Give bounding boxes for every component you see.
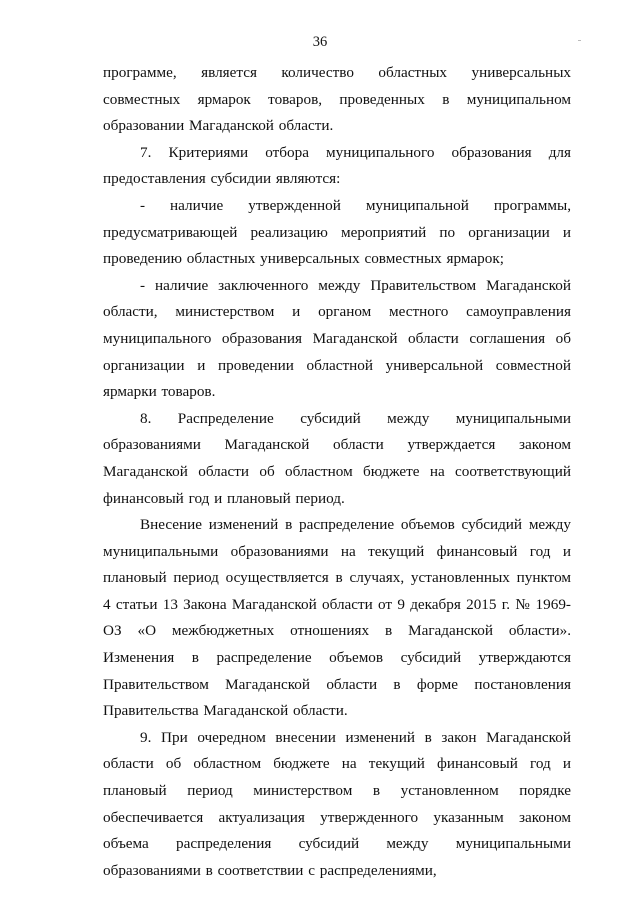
- paragraph-criterion-program: - наличие утвержденной муниципальной программы, предусматривающей реализацию мероприятий по организации и проведению областных универсальных совместных ярмарок;: [103, 196, 571, 268]
- paragraph-criterion-agreement: - наличие заключенного между Правительством Магаданской области, министерством и органом местного самоуправления муниципального образования Магаданской области соглашения об организации и проведении областной универсальной совместной ярмарки товаров.: [103, 276, 571, 401]
- paragraph-amendments: Внесение изменений в распределение объемов субсидий между муниципальными образованиями на текущий финансовый год и плановый период осуществляется в случаях, установленных пунктом 4 статьи 13 Закона Магаданской области от 9 декабря 2015 г. № 1969-ОЗ «О межбюджетных отношениях в Магаданской области». Изменения в распределение объемов субсидий утверждаются Правительством Магаданской области в форме постановления Правительства Магаданской области.: [103, 516, 571, 720]
- page-number: 36: [312, 34, 328, 50]
- document-body: [103, 60, 571, 884]
- paragraph-criteria: 7. Критериями отбора муниципального образования для предоставления субсидии являются:: [103, 143, 571, 188]
- scan-mark: [578, 40, 581, 41]
- paragraph-continuation: программе, является количество областных универсальных совместных ярмарок товаров, проведенных в муниципальном образовании Магаданской области.: [103, 64, 571, 135]
- paragraph-distribution: 8. Распределение субсидий между муниципальными образованиями Магаданской области утверждается законом Магаданской области об областном бюджете на соответствующий финансовый год и плановый период.: [103, 409, 571, 507]
- paragraph-actualization: 9. При очередном внесении изменений в закон Магаданской области об областном бюджете на текущий финансовый год и плановый период министерством в установленном порядке обеспечивается актуализация утвержденного указанным законом объема распределения субсидий между муниципальными образованиями в соответствии с распределениями,: [103, 728, 571, 879]
